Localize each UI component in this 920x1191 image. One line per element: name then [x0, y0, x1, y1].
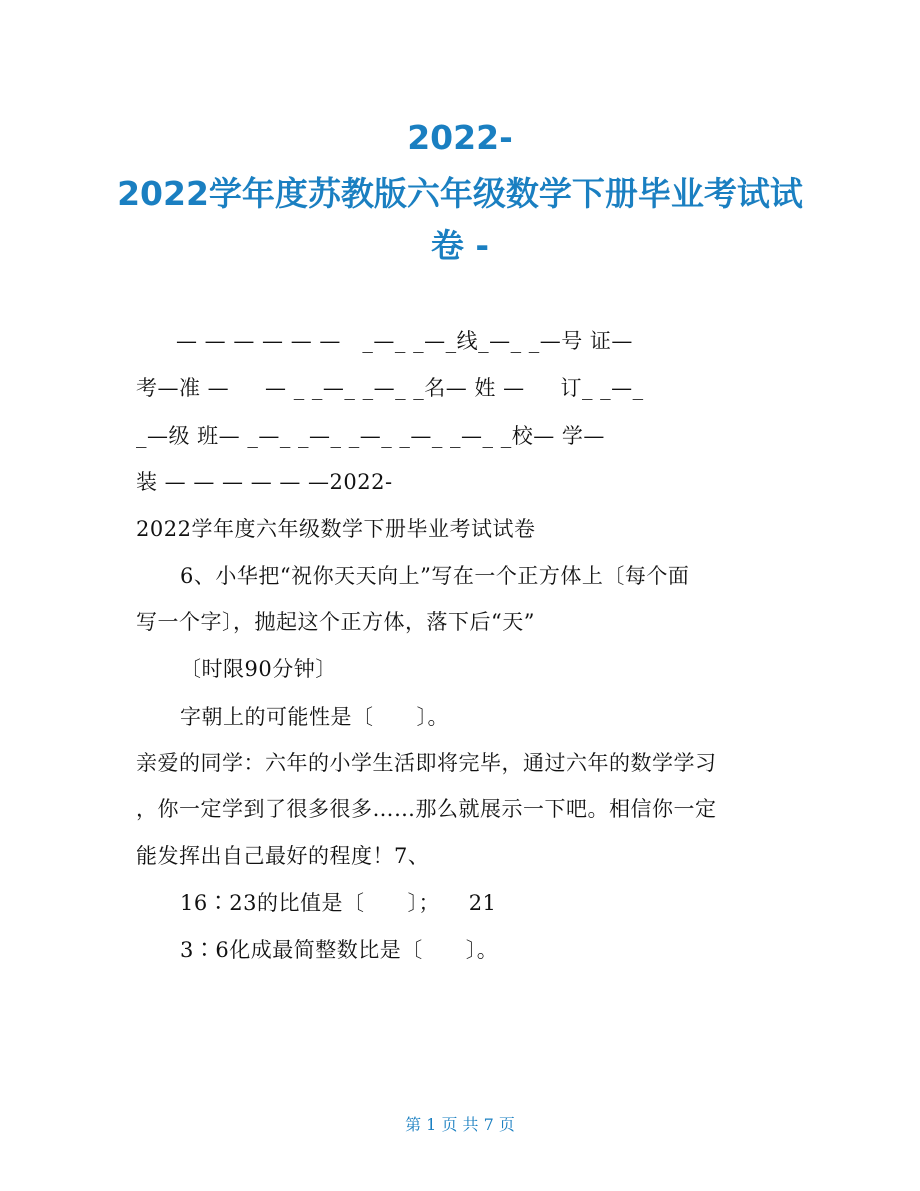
question-6-line-1: 6、小华把“祝你天天向上”写在一个正方体上〔每个面	[180, 564, 690, 588]
intro-line-3: 能发挥出自己最好的程度！7、	[136, 844, 430, 868]
binding-line-3: _—级 班— _—_ _—_ _—_ _—_ _—_ _校— 学—	[136, 424, 605, 448]
intro-line-1: 亲爱的同学：六年的小学生活即将完毕，通过六年的数学学习	[136, 751, 717, 775]
question-6-line-2: 写一个字〕，抛起这个正方体，落下后“天”	[136, 610, 535, 634]
title-line-1: 2022-	[407, 118, 513, 157]
binding-line-1: — — — — — — _—_ _—_线_—_ _—号 证—	[176, 329, 633, 353]
binding-line-4: 装 — — — — — —2022-	[136, 470, 393, 494]
page-number-footer: 第 1 页 共 7 页	[405, 1115, 515, 1134]
intro-line-2: ，你一定学到了很多很多……那么就展示一下吧。相信你一定	[136, 797, 717, 821]
doc-title: 2022学年度六年级数学下册毕业考试试卷	[136, 517, 536, 541]
question-7-line-2: 3∶6化成最简整数比是〔 〕。	[180, 938, 499, 962]
binding-line-2: 考—准 — — _ _—_ _—_ _名— 姓 — 订_ _—_	[136, 376, 644, 400]
title-line-2: 2022学年度苏教版六年级数学下册毕业考试试	[117, 174, 803, 213]
time-limit: 〔时限90分钟〕	[180, 657, 337, 681]
question-7-line-1: 16∶23的比值是〔 〕； 21	[180, 891, 497, 915]
title-line-3: 卷 -	[430, 226, 490, 265]
question-6-line-3: 字朝上的可能性是〔 〕。	[180, 705, 450, 729]
